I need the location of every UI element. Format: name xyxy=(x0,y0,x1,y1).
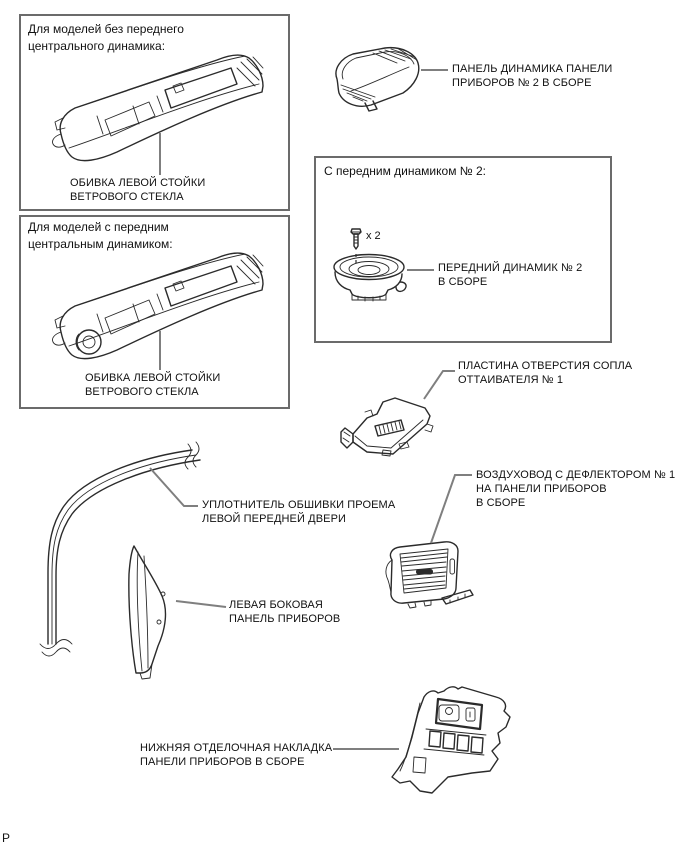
door-weatherstrip-label-line: УПЛОТНИТЕЛЬ ОБШИВКИ ПРОЕМА xyxy=(202,499,396,511)
box-title-line: центральным динамиком: xyxy=(28,237,173,251)
door-weatherstrip-label-line: ЛЕВОЙ ПЕРЕДНЕЙ ДВЕРИ xyxy=(202,513,347,525)
air-duct-leader xyxy=(431,475,472,543)
box-title-line: центрального динамика: xyxy=(28,39,166,53)
speaker-panel-label-line: ПАНЕЛЬ ДИНАМИКА ПАНЕЛИ xyxy=(452,63,613,75)
lower-trim-label-line: ПАНЕЛИ ПРИБОРОВ В СБОРЕ xyxy=(140,756,305,768)
door-weatherstrip-leader xyxy=(150,468,198,506)
side-panel-leader xyxy=(176,601,226,607)
pillar-trim-label-line: ОБИВКА ЛЕВОЙ СТОЙКИ xyxy=(70,177,206,189)
box-title-line: Для моделей с передним xyxy=(28,220,169,234)
defroster-plate-leader xyxy=(424,371,455,399)
pillar-trim-label-line: ВЕТРОВОГО СТЕКЛА xyxy=(70,191,184,203)
box-title-line: С передним динамиком № 2: xyxy=(324,164,486,178)
front-speaker-label-line: ПЕРЕДНИЙ ДИНАМИК № 2 xyxy=(438,262,583,274)
air-duct-label-line: НА ПАНЕЛИ ПРИБОРОВ xyxy=(476,483,607,495)
screw-quantity: x 2 xyxy=(366,230,381,242)
page-marker: Р xyxy=(2,831,11,845)
speaker-panel-label-line: ПРИБОРОВ № 2 В СБОРЕ xyxy=(452,77,592,89)
defroster-plate-label-line: ОТТАИВАТЕЛЯ № 1 xyxy=(458,374,564,386)
box-title-line: Для моделей без переднего xyxy=(28,22,184,36)
defroster-plate-label-line: ПЛАСТИНА ОТВЕРСТИЯ СОПЛА xyxy=(458,360,633,372)
air-duct-label-line: ВОЗДУХОВОД С ДЕФЛЕКТОРОМ № 1 xyxy=(476,469,676,481)
pillar-trim-label-line: ОБИВКА ЛЕВОЙ СТОЙКИ xyxy=(85,372,221,384)
side-panel-label-line: ЛЕВАЯ БОКОВАЯ xyxy=(229,599,323,611)
lower-trim-label-line: НИЖНЯЯ ОТДЕЛОЧНАЯ НАКЛАДКА xyxy=(140,742,333,754)
front-speaker-label-line: В СБОРЕ xyxy=(438,276,488,288)
side-panel-label-line: ПАНЕЛЬ ПРИБОРОВ xyxy=(229,613,341,625)
pillar-trim-label-line: ВЕТРОВОГО СТЕКЛА xyxy=(85,386,199,398)
air-duct-label-line: В СБОРЕ xyxy=(476,497,526,509)
